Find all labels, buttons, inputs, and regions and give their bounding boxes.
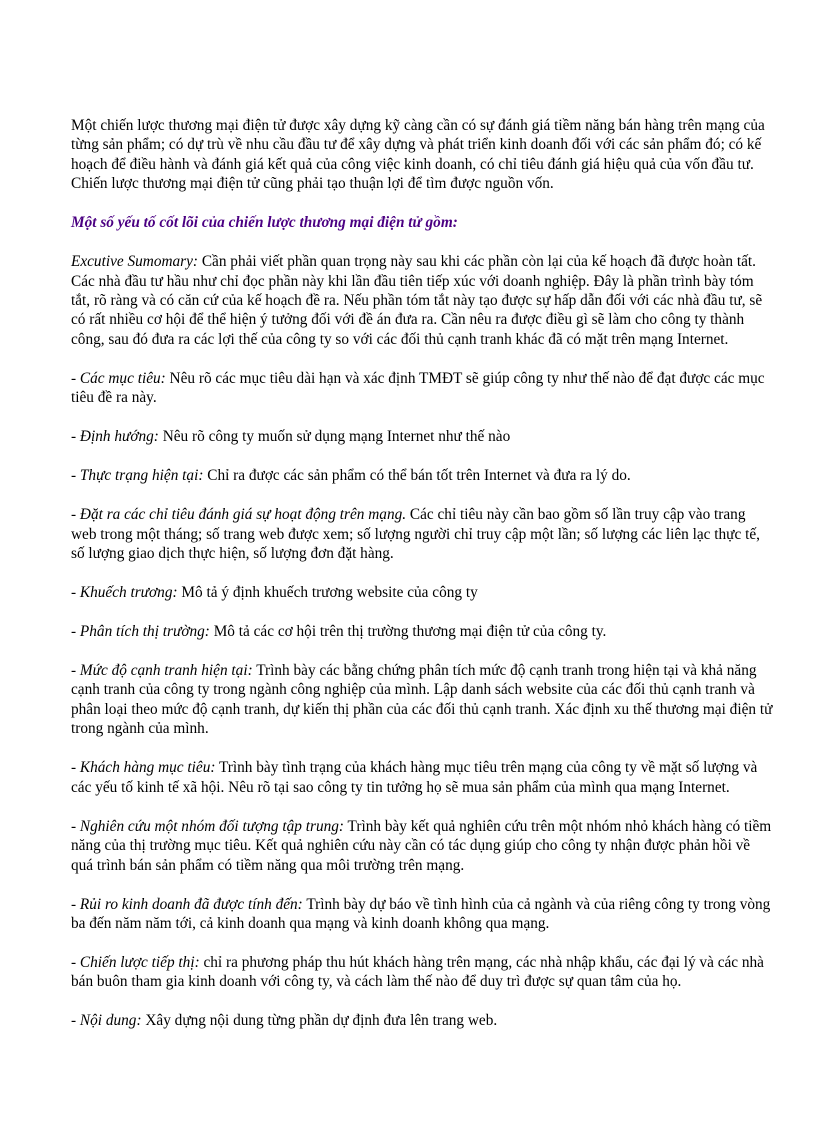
- item-term: Phân tích thị trường:: [79, 623, 210, 641]
- item-term: Nội dung:: [79, 1012, 142, 1030]
- item-prefix: -: [71, 817, 80, 835]
- item-term: Nghiên cứu một nhóm đối tượng tập trung:: [79, 817, 344, 835]
- item-text: Trình bày kết quả nghiên cứu trên một nhóm nhỏ khách hàng có tiềm năng của thị trường mục tiêu. Kết quả nghiên cứu này cần có tác dụng giúp cho công ty nhận được phản hồi về quá trình bán sản phẩm có tiềm năng qua môi trường trên mạng.: [71, 817, 772, 874]
- item-text: Xây dựng nội dung từng phần dự định đưa lên trang web.: [141, 1012, 498, 1030]
- item-prefix: -: [71, 1012, 80, 1030]
- list-item: [71, 953, 774, 992]
- item-text: Nêu rõ công ty muốn sử dụng mạng Internet như thế nào: [158, 428, 511, 446]
- list-item: [71, 895, 774, 934]
- item-term: Chiến lược tiếp thị:: [79, 953, 200, 971]
- item-term: Khách hàng mục tiêu:: [79, 759, 216, 777]
- item-prefix: -: [71, 369, 80, 387]
- item-text: Chỉ ra được các sản phẩm có thể bán tốt trên Internet và đưa ra lý do.: [203, 467, 631, 485]
- item-prefix: -: [71, 467, 80, 485]
- item-term: Các mục tiêu:: [79, 369, 166, 387]
- item-term: Thực trạng hiện tại:: [79, 467, 204, 485]
- item-prefix: -: [71, 623, 80, 641]
- item-text: Trình bày dự báo về tình hình của cả ngành và của riêng công ty trong vòng ba đến năm năm tới, cả kinh doanh qua mạng và kinh doanh không qua mạng.: [71, 895, 771, 932]
- item-prefix: -: [71, 506, 80, 524]
- executive-summary-text: Cần phải viết phần quan trọng này sau khi các phần còn lại của kế hoạch đã được hoàn tất. Các nhà đầu tư hầu như chỉ đọc phần này khi lần đầu tiên tiếp xúc với doanh nghiệp. Đây là phần trình bày tóm tắt, rõ ràng và có căn cứ của kế hoạch đề ra. Nếu phần tóm tắt này tạo được sự hấp dẫn đối với các nhà đầu tư, sẽ có rất nhiều cơ hội để thể hiện ý tưởng đối với đề án đưa ra. Cần nêu ra được điều gì sẽ làm cho công ty thành công, sau đó đưa ra các lợi thế của công ty so với các đối thủ cạnh tranh khác đã có mặt trên mạng Internet.: [71, 253, 763, 348]
- item-prefix: -: [71, 895, 80, 913]
- item-prefix: -: [71, 953, 80, 971]
- list-item: [71, 427, 774, 446]
- list-item: [71, 583, 774, 602]
- list-item: [71, 817, 774, 875]
- item-text: chỉ ra phương pháp thu hút khách hàng trên mạng, các nhà nhập khẩu, các đại lý và các nhà bán buôn tham gia kinh doanh với công ty, và cách làm thế nào để duy trì được sự quan tâm của họ.: [71, 953, 764, 991]
- item-term: Khuếch trương:: [79, 584, 178, 602]
- item-text: Mô tả ý định khuếch trương website của công ty: [177, 584, 478, 602]
- list-item: [71, 661, 774, 739]
- item-term: Rủi ro kinh doanh đã được tính đến:: [79, 895, 303, 913]
- item-text: Mô tả các cơ hội trên thị trường thương mại điện tử của công ty.: [209, 623, 607, 641]
- item-prefix: -: [71, 428, 80, 446]
- item-prefix: -: [71, 759, 80, 777]
- item-text: Các chỉ tiêu này cần bao gồm số lần truy cập vào trang web trong một tháng; số trang web được xem; số lượng người chỉ truy cập một lần; số lượng các liên lạc thực tế, số lượng giao dịch thực hiện, số lượng đơn đặt hàng.: [71, 506, 760, 563]
- item-term: Định hướng:: [79, 428, 159, 446]
- list-item: [71, 505, 774, 563]
- executive-summary-term: Excutive Sumomary:: [71, 253, 198, 271]
- item-text: Nêu rõ các mục tiêu dài hạn và xác định TMĐT sẽ giúp công ty như thế nào để đạt được các mục tiêu đề ra này.: [71, 369, 765, 407]
- item-term: Mức độ cạnh tranh hiện tại:: [79, 662, 253, 680]
- item-text: Trình bày các bằng chứng phân tích mức độ cạnh tranh trong hiện tại và khả năng cạnh tranh của công ty trong ngành công nghiệp của mình. Lập danh sách website của các đối thủ cạnh tranh và phân loại theo mức độ cạnh tranh, dự kiến thị phần của các đối thủ cạnh tranh. Xác định xu thế thương mại điện tử trong ngành của mình.: [71, 662, 773, 738]
- item-term: Đặt ra các chỉ tiêu đánh giá sự hoạt động trên mạng.: [79, 506, 407, 524]
- list-item: [71, 758, 774, 797]
- section-heading: Một số yếu tố cốt lõi của chiến lược thương mại điện tử gồm:: [71, 214, 458, 232]
- list-item: [71, 1011, 774, 1030]
- document-page: [71, 116, 774, 1050]
- item-prefix: -: [71, 662, 80, 680]
- list-item: [71, 369, 774, 408]
- list-item: [71, 622, 774, 641]
- item-text: Trình bày tình trạng của khách hàng mục tiêu trên mạng của công ty về mặt số lượng và các yếu tố kinh tế xã hội. Nêu rõ tại sao công ty tin tưởng họ sẽ mua sản phẩm của mình qua mạng Internet.: [71, 759, 758, 796]
- item-prefix: -: [71, 584, 80, 602]
- intro-paragraph: Một chiến lược thương mại điện tử được xây dựng kỹ càng cần có sự đánh giá tiềm năng bán hàng trên mạng của từng sản phẩm; có dự trù về nhu cầu đầu tư để xây dựng và phát triển kinh doanh đối với các sản phẩm đó; có kế hoạch để điều hành và đánh giá kết quả của công việc kinh doanh, có chỉ tiêu đánh giá hiệu quả của vốn đầu tư. Chiến lược thương mại điện tử cũng phải tạo thuận lợi để tìm được nguồn vốn.: [71, 117, 765, 193]
- executive-summary-paragraph: [71, 252, 774, 349]
- list-item: [71, 466, 774, 485]
